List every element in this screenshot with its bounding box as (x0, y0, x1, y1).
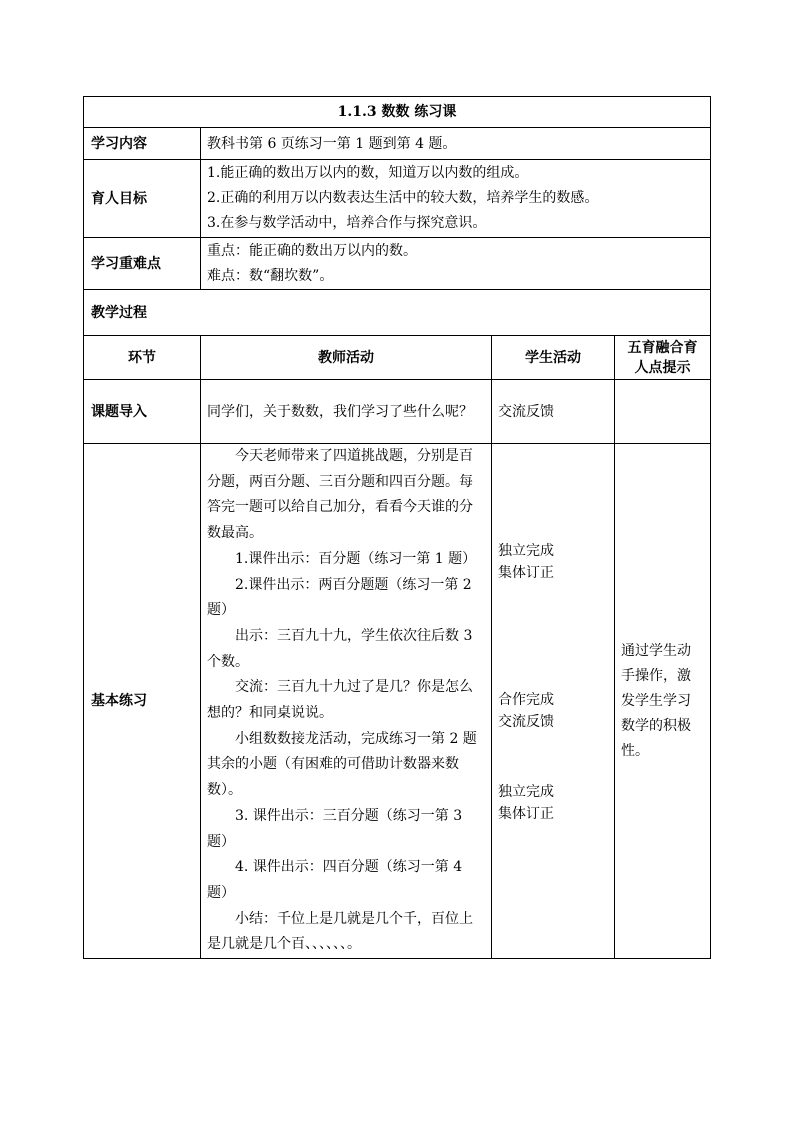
intro-stage: 课题导入 (84, 380, 201, 444)
goal-item: 2.正确的利用万以内数表达生活中的较大数，培养学生的数感。 (207, 190, 599, 206)
key-points-label: 学习重难点 (84, 238, 201, 290)
practice-tips: 通过学生动手操作，激发学生学习数学的积极性。 (615, 444, 711, 959)
lesson-title: 1.1.3 数数 练习课 (84, 97, 711, 128)
goals-label: 育人目标 (84, 160, 201, 238)
process-label: 教学过程 (84, 290, 711, 336)
intro-row (84, 380, 711, 444)
student-activity-item: 集体订正 (498, 806, 554, 822)
student-activity-item: 独立完成 (498, 543, 554, 559)
header-tips (615, 336, 711, 380)
goals-list (201, 160, 711, 238)
teacher-activity-item: 今天老师带来了四道挑战题，分别是百分题，两百分题、三百分题和四百分题。每答完一题可以给自己加分，看看今天谁的分数最高。 (207, 448, 473, 542)
learning-content-value: 教科书第 6 页练习一第 1 题到第 4 题。 (201, 128, 711, 160)
intro-student: 交流反馈 (492, 380, 615, 444)
lesson-table (83, 96, 711, 959)
student-activity-item: 集体订正 (498, 565, 554, 581)
practice-student (492, 444, 615, 959)
teacher-activity-item: 出示：三百九十九，学生依次往后数 3 个数。 (207, 627, 473, 670)
lesson-plan (83, 96, 710, 959)
process-row (84, 290, 711, 336)
key-point-item: 难点：数“翻坎数”。 (207, 267, 334, 284)
goals-row (84, 160, 711, 238)
student-activity-item: 独立完成 (498, 784, 554, 800)
learning-content-label: 学习内容 (84, 128, 201, 160)
intro-teacher: 同学们，关于数数，我们学习了些什么呢？ (201, 380, 492, 444)
intro-tips (615, 380, 711, 444)
practice-teacher (201, 444, 492, 959)
practice-row (84, 444, 711, 959)
header-tips-line2: 人点提示 (634, 359, 691, 376)
teacher-activity-item: 2.课件出示：两百分题题（练习一第 2 题） (207, 576, 472, 619)
content-row (84, 128, 711, 160)
key-points-list (201, 238, 711, 290)
teacher-activity-item: 交流：三百九十九过了是几？你是怎么想的？和同桌说说。 (207, 679, 473, 722)
teacher-activity-item: 小组数数接龙活动，完成练习一第 2 题其余的小题（有困难的可借助计数器来数数）。 (207, 730, 477, 799)
teacher-activity-item: 1.课件出示：百分题（练习一第 1 题） (235, 550, 477, 567)
teacher-activity-item: 3. 课件出示：三百分题（练习一第 3 题） (207, 807, 463, 850)
title-row (84, 97, 711, 128)
header-stage: 环节 (84, 336, 201, 380)
header-student: 学生活动 (492, 336, 615, 380)
header-teacher: 教师活动 (201, 336, 492, 380)
header-tips-line1: 五育融合育 (627, 339, 698, 356)
key-points-row (84, 238, 711, 290)
goal-item: 3.在参与数学活动中，培养合作与探究意识。 (207, 215, 487, 231)
teacher-activity-item: 4. 课件出示：四百分题（练习一第 4 题） (207, 859, 463, 901)
teacher-activity-item: 小结：千位上是几就是几个千，百位上是几就是几个百、、、、、、。 (207, 910, 473, 953)
goal-item: 1.能正确的数出万以内的数，知道万以内数的组成。 (207, 165, 529, 181)
key-point-item: 重点：能正确的数出万以内的数。 (207, 242, 417, 259)
practice-stage: 基本练习 (84, 444, 201, 959)
student-activity-item: 合作完成 (498, 692, 554, 708)
header-row (84, 336, 711, 380)
student-activity-item: 交流反馈 (498, 714, 554, 730)
